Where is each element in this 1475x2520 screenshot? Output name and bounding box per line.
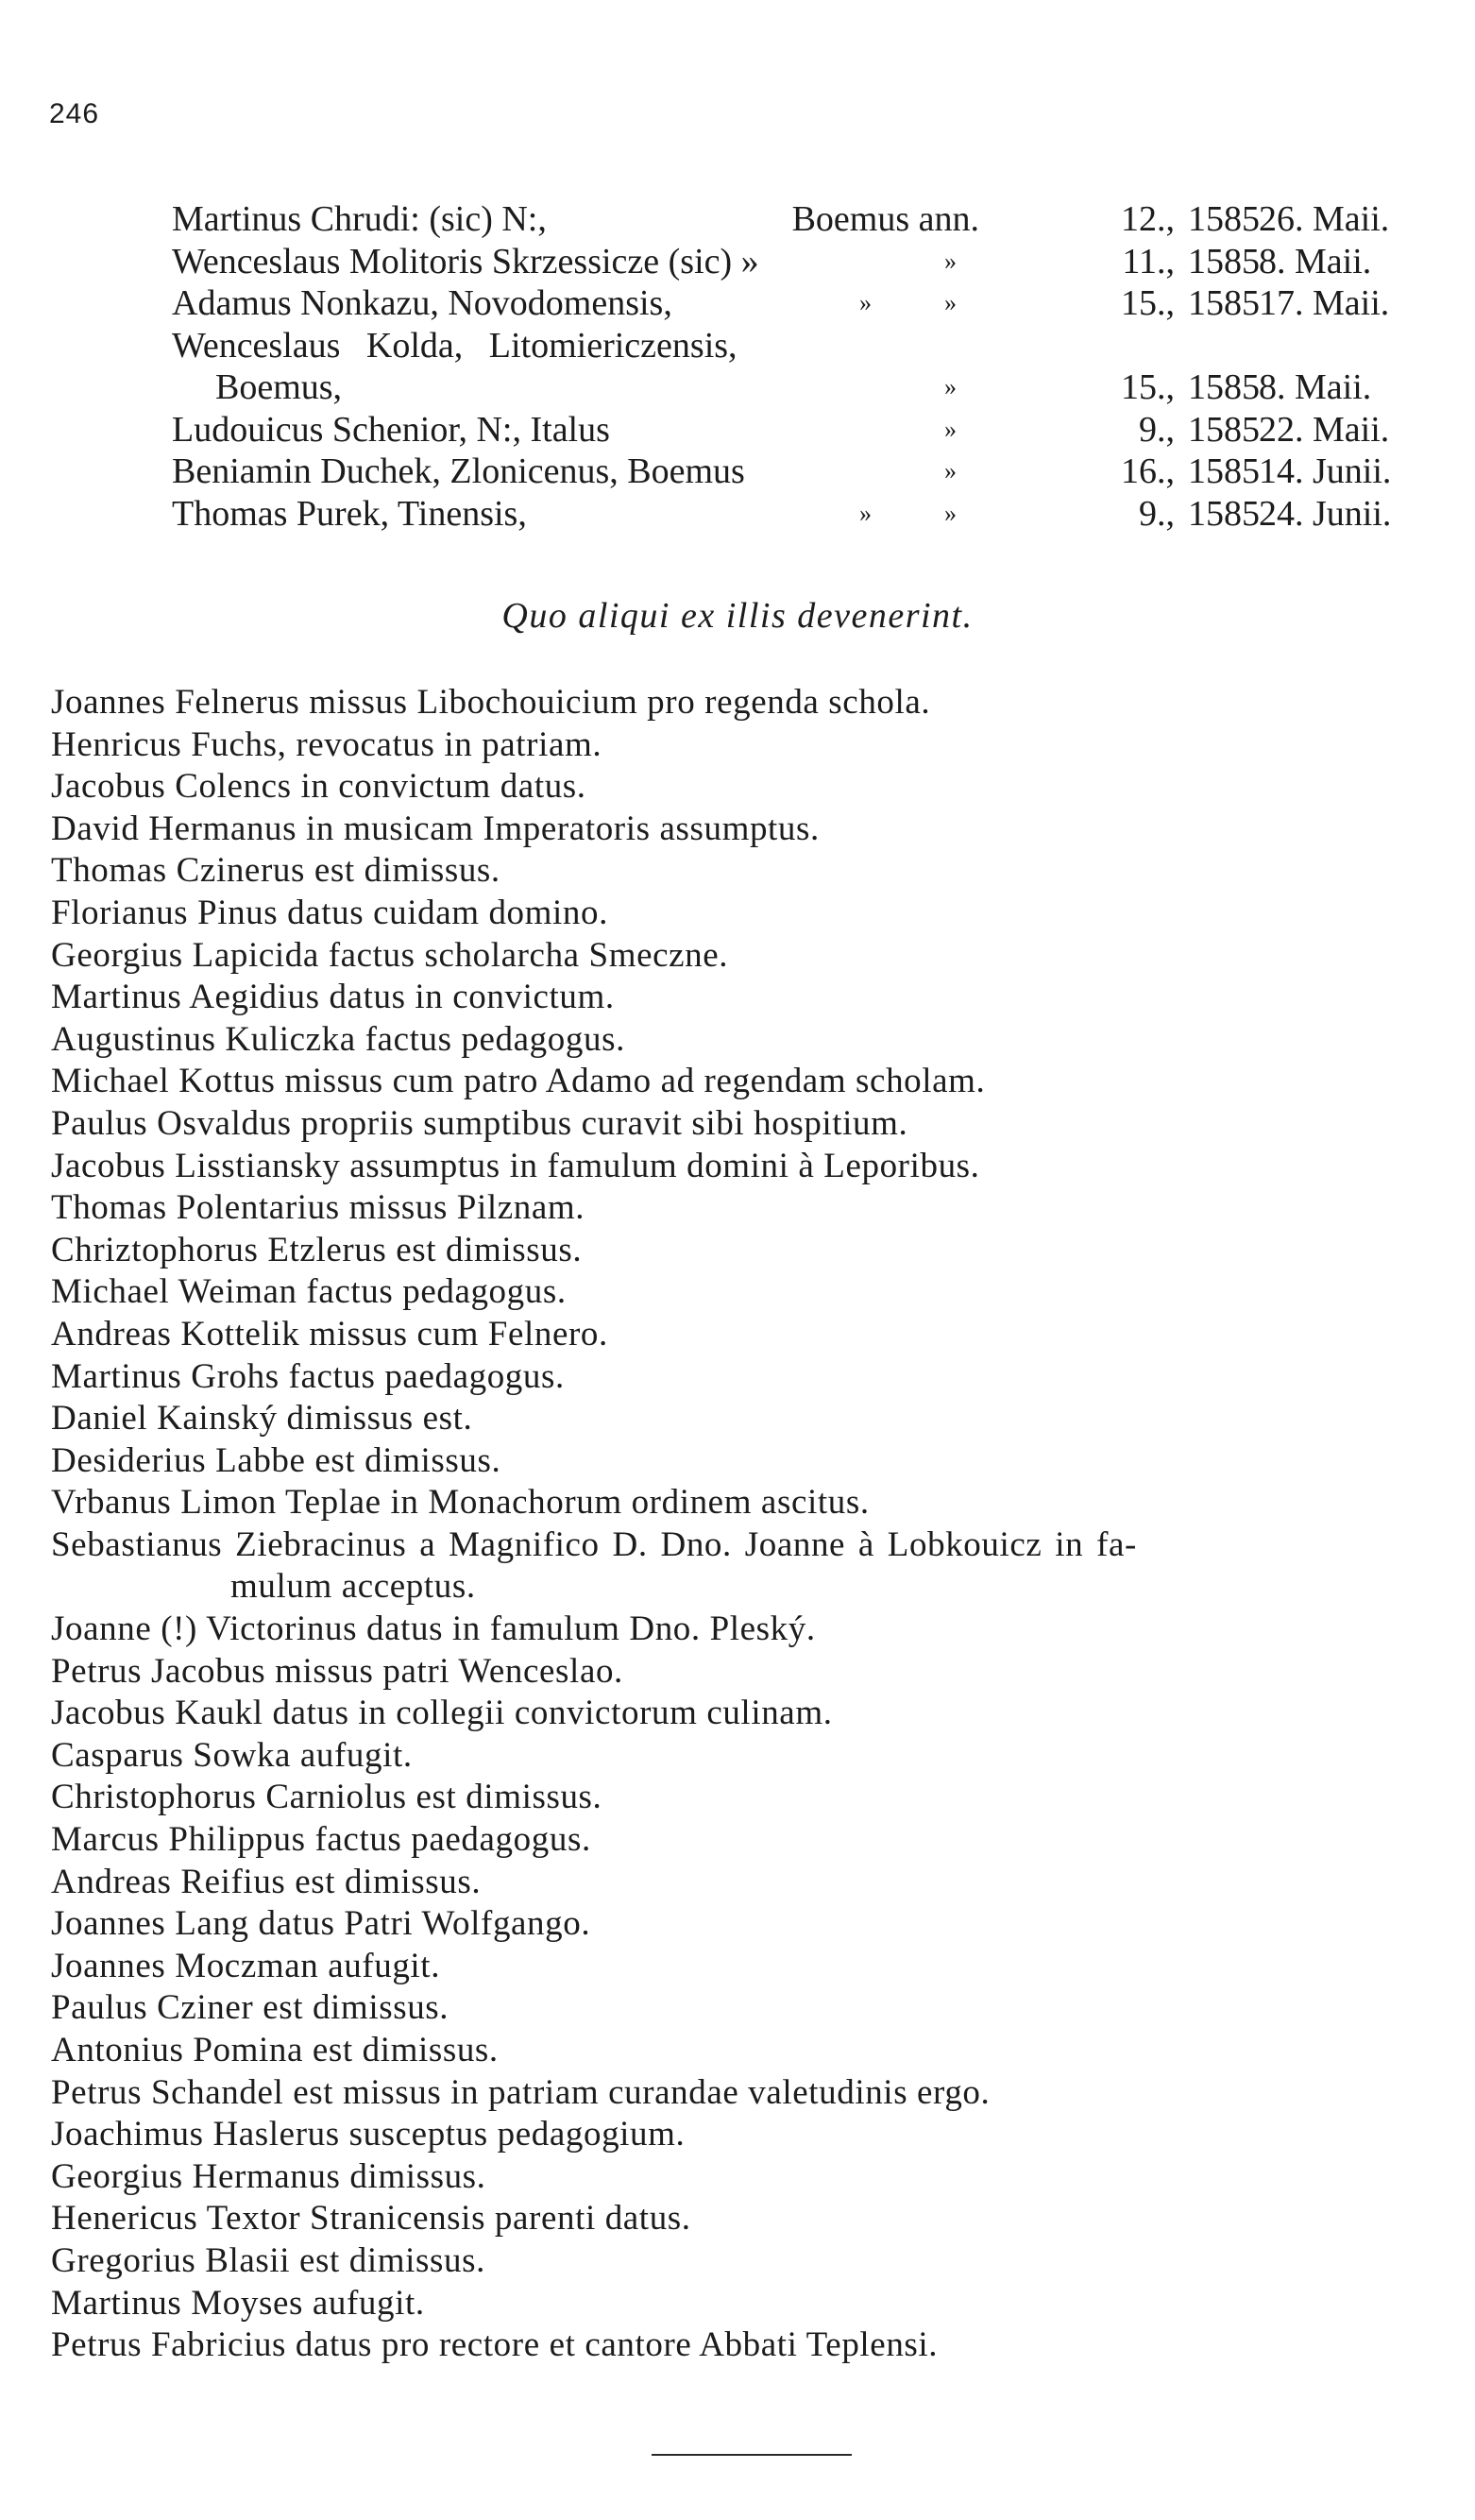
ditto-mark: »: [944, 457, 957, 485]
list-item: Thomas Polentarius missus Pilznam.: [51, 1188, 585, 1228]
list-item: Martinus Grohs factus paedagogus.: [51, 1356, 565, 1396]
list-item: Andreas Reifius est dimissus.: [51, 1862, 482, 1901]
list-item: Casparus Sowka aufugit.: [51, 1735, 413, 1775]
list-item: Henricus Fuchs, revocatus in patriam.: [51, 724, 602, 764]
list-item: Joachimus Haslerus susceptus pedagogium.: [51, 2115, 686, 2154]
student-name: Ludouicus Schenior, N:, Italus: [172, 409, 610, 450]
admission-year: 1585: [1188, 451, 1260, 491]
date-day: 14.: [1259, 451, 1304, 491]
list-item: Vrbanus Limon Teplae in Monachorum ordinem ascitus.: [51, 1483, 870, 1523]
student-name: Boemus,: [215, 367, 343, 407]
list-item: Henericus Textor Stranicensis parenti datus.: [51, 2199, 691, 2239]
admissions-list: [172, 198, 1392, 535]
student-name: Thomas Purek, Tinensis,: [172, 493, 527, 534]
list-item-continuation: mulum acceptus.: [230, 1567, 476, 1607]
list-item: Christophorus Carniolus est dimissus.: [51, 1778, 602, 1817]
list-item: Chriztophorus Etzlerus est dimissus.: [51, 1230, 583, 1269]
list-item: Augustinus Kuliczka factus pedagogus.: [51, 1019, 625, 1059]
student-age: 9.,: [1139, 409, 1175, 450]
date-month: Maii.: [1295, 241, 1372, 281]
admission-date: [1259, 409, 1389, 451]
ditto-mark: »: [859, 499, 872, 527]
admission-row: [172, 451, 1392, 493]
list-item: Sebastianus Ziebracinus a Magnifico D. Dno. Joanne à Lobkouicz in fa-: [51, 1524, 1137, 1564]
date-day: 17.: [1259, 283, 1304, 323]
date-month: Maii.: [1313, 199, 1390, 239]
admission-day: [1188, 409, 1260, 451]
page-number: 246: [49, 98, 100, 129]
list-item: Michael Weiman factus pedagogus.: [51, 1272, 567, 1312]
list-item: Florianus Pinus datus cuidam domino.: [51, 893, 608, 932]
student-name: Beniamin Duchek, Zlonicenus, Boemus: [172, 451, 745, 491]
list-item: Jacobus Lisstiansky assumptus in famulum domini à Leporibus.: [51, 1146, 980, 1185]
list-item: Martinus Moyses aufugit.: [51, 2283, 425, 2323]
list-item: David Hermanus in musicam Imperatoris assumptus.: [51, 809, 820, 848]
date-day: 26.: [1259, 199, 1304, 239]
student-name: Wenceslaus Molitoris Skrzessicze (sic) »: [172, 241, 759, 281]
admission-year: 1585: [1188, 409, 1260, 450]
date-day: 8.: [1259, 367, 1286, 407]
student-age: 9.,: [1139, 493, 1175, 534]
date-month: Junii.: [1313, 451, 1392, 491]
list-item: Michael Kottus missus cum patro Adamo ad regendam scholam.: [51, 1062, 986, 1101]
admission-row: [172, 241, 1372, 283]
admission-row: [172, 493, 1392, 536]
ditto-mark: »: [944, 415, 957, 443]
list-item: Joannes Moczman aufugit.: [51, 1946, 441, 1985]
student-age: 16.,: [1121, 451, 1175, 491]
student-age: 15.,: [1121, 283, 1175, 323]
admission-year: 1585: [1188, 367, 1260, 407]
admission-year: 1585: [1188, 241, 1260, 281]
list-item: Desiderius Labbe est dimissus.: [51, 1440, 501, 1480]
list-item: Antonius Pomina est dimissus.: [51, 2031, 499, 2069]
list-item: Paulus Osvaldus propriis sumptibus curavit sibi hospitium.: [51, 1103, 908, 1143]
list-item: Petrus Schandel est missus in patriam curandae valetudinis ergo.: [51, 2072, 991, 2112]
date-day: 22.: [1259, 409, 1304, 450]
admission-day: [1188, 198, 1260, 240]
list-item: Gregorius Blasii est dimissus.: [51, 2240, 485, 2280]
student-age: 15.,: [1121, 367, 1175, 407]
footer-rule: [652, 2454, 852, 2456]
list-item: Georgius Hermanus dimissus.: [51, 2156, 486, 2196]
admission-date: [1259, 282, 1389, 324]
student-name: Adamus Nonkazu, Novodomensis,: [172, 283, 672, 323]
admission-day: [1188, 241, 1260, 282]
list-item: Petrus Jacobus missus patri Wenceslao.: [51, 1651, 623, 1691]
admission-day: [1188, 366, 1260, 408]
list-item: Georgius Lapicida factus scholarcha Smeczne.: [51, 935, 729, 975]
date-month: Maii.: [1295, 367, 1372, 407]
list-item: Joannes Lang datus Patri Wolfgango.: [51, 1904, 591, 1944]
admission-row: [172, 366, 1372, 409]
ditto-mark: »: [944, 247, 957, 275]
list-item: Joannes Felnerus missus Libochouicium pro regenda schola.: [51, 683, 931, 722]
list-item: Thomas Czinerus est dimissus.: [51, 851, 500, 891]
ditto-mark: »: [944, 499, 957, 527]
date-month: Maii.: [1313, 283, 1390, 323]
ditto-mark: »: [944, 289, 957, 316]
admission-date: [1259, 198, 1389, 240]
student-fates-list: [51, 682, 1430, 2367]
list-item: Andreas Kottelik missus cum Felnero.: [51, 1314, 608, 1354]
admission-row: [172, 409, 1390, 451]
student-age: 12.,: [1121, 199, 1175, 239]
date-month: Maii.: [1313, 409, 1390, 450]
student-name: Martinus Chrudi: (sic) N:,: [172, 199, 547, 239]
ditto-mark: »: [859, 289, 872, 316]
date-day: 24.: [1259, 493, 1304, 534]
list-item: Jacobus Colencs in convictum datus.: [51, 767, 586, 807]
section-heading: Quo aliqui ex illis devenerint.: [501, 596, 974, 636]
ditto-mark: »: [944, 373, 957, 400]
admission-date: [1259, 493, 1391, 535]
admission-row: [172, 282, 1390, 325]
admission-date: [1259, 366, 1371, 408]
list-item: Petrus Fabricius datus pro rectore et cantore Abbati Teplensi.: [51, 2325, 939, 2365]
admission-day: [1188, 493, 1260, 535]
admission-date: [1259, 451, 1391, 492]
admission-year: 1585: [1188, 493, 1260, 534]
admission-date: [1259, 241, 1371, 282]
admission-row: [172, 325, 1352, 367]
admission-day: [1188, 282, 1260, 324]
student-name: Wenceslaus Kolda, Litomiericzensis,: [172, 325, 738, 366]
admission-year: 1585: [1188, 199, 1260, 239]
list-item: Daniel Kainský dimissus est.: [51, 1399, 473, 1439]
list-item: Martinus Aegidius datus in convictum.: [51, 978, 615, 1017]
date-day: 8.: [1259, 241, 1286, 281]
student-nation: Boemus ann.: [791, 199, 979, 239]
list-item: Marcus Philippus factus paedagogus.: [51, 1820, 591, 1860]
list-item: Paulus Cziner est dimissus.: [51, 1988, 449, 2028]
student-age: 11.,: [1122, 241, 1175, 281]
admission-day: [1188, 451, 1260, 492]
date-month: Junii.: [1313, 493, 1392, 534]
admission-row: [172, 198, 1390, 241]
list-item: Jacobus Kaukl datus in collegii convictorum culinam.: [51, 1694, 833, 1733]
list-item: Joanne (!) Victorinus datus in famulum Dno. Pleský.: [51, 1609, 816, 1649]
admission-year: 1585: [1188, 283, 1260, 323]
